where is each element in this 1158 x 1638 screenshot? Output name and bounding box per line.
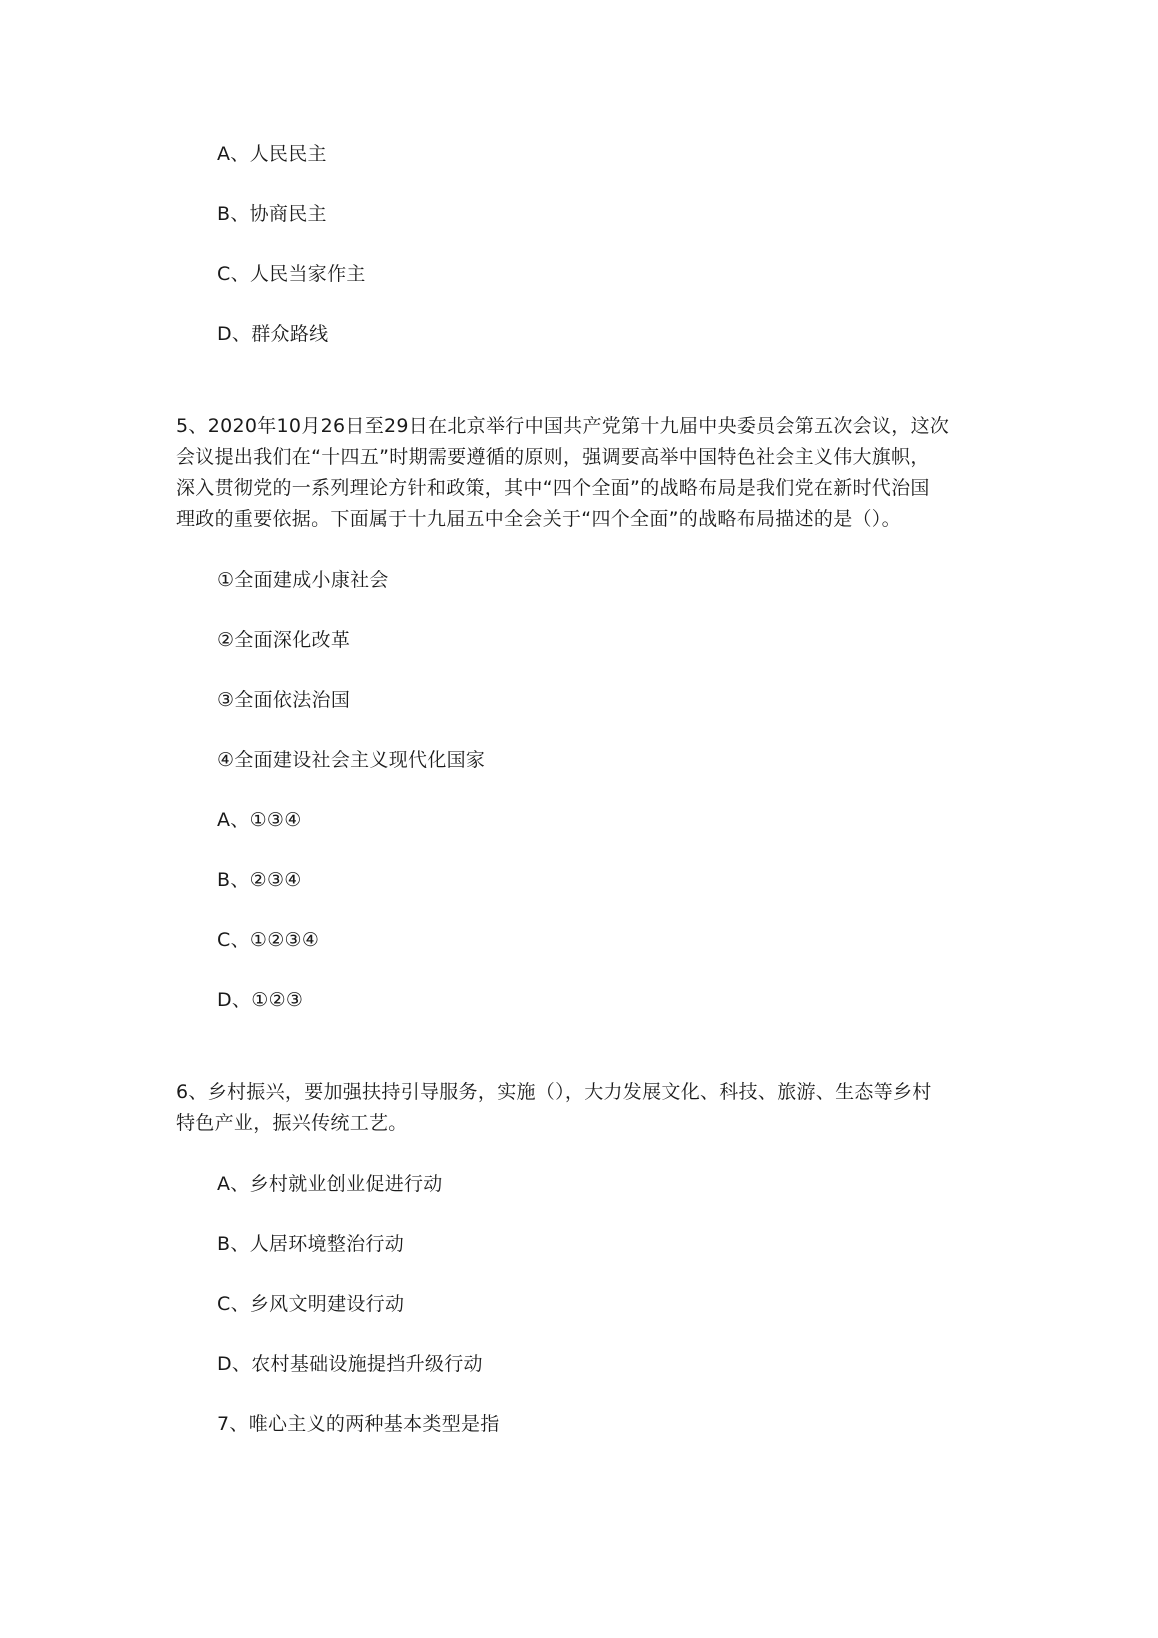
q5-item-2: ②全面深化改革 [217,629,351,651]
q4-option-d: D、群众路线 [217,323,329,345]
q4-option-a: A、人民民主 [217,143,327,165]
q4-option-c: C、人民当家作主 [217,263,366,285]
q5-text-line-3: 深入贯彻党的一系列理论方针和政策，其中“四个全面”的战略布局是我们党在新时代治国 [176,477,930,499]
q6-option-d: D、农村基础设施提挡升级行动 [217,1353,483,1375]
q4-option-b: B、协商民主 [217,203,327,225]
q5-option-d: D、①②③ [217,989,304,1011]
q5-item-3: ③全面依法治国 [217,689,351,711]
q5-text-line-2: 会议提出我们在“十四五”时期需要遵循的原则，强调要高举中国特色社会主义伟大旗帜， [176,446,930,468]
q5-option-c: C、①②③④ [217,929,320,951]
q5-item-4: ④全面建设社会主义现代化国家 [217,749,486,771]
q6-option-c: C、乡风文明建设行动 [217,1293,405,1315]
q6-option-b: B、人居环境整治行动 [217,1233,405,1255]
q7-text: 7、唯心主义的两种基本类型是指 [217,1413,500,1435]
q6-text-line-2: 特色产业，振兴传统工艺。 [176,1112,408,1134]
q5-option-b: B、②③④ [217,869,302,891]
q5-item-1: ①全面建成小康社会 [217,569,389,591]
q6-text-line-1: 6、乡村振兴，要加强扶持引导服务，实施（），大力发展文化、科技、旅游、生态等乡村 [176,1081,932,1103]
q5-option-a: A、①③④ [217,809,302,831]
q5-text-line-4: 理政的重要依据。下面属于十九届五中全会关于“四个全面”的战略布局描述的是（）。 [176,508,901,530]
q5-text-line-1: 5、2020年10月26日至29日在北京举行中国共产党第十九届中央委员会第五次会议，这次 [176,415,950,437]
q6-option-a: A、乡村就业创业促进行动 [217,1173,443,1195]
